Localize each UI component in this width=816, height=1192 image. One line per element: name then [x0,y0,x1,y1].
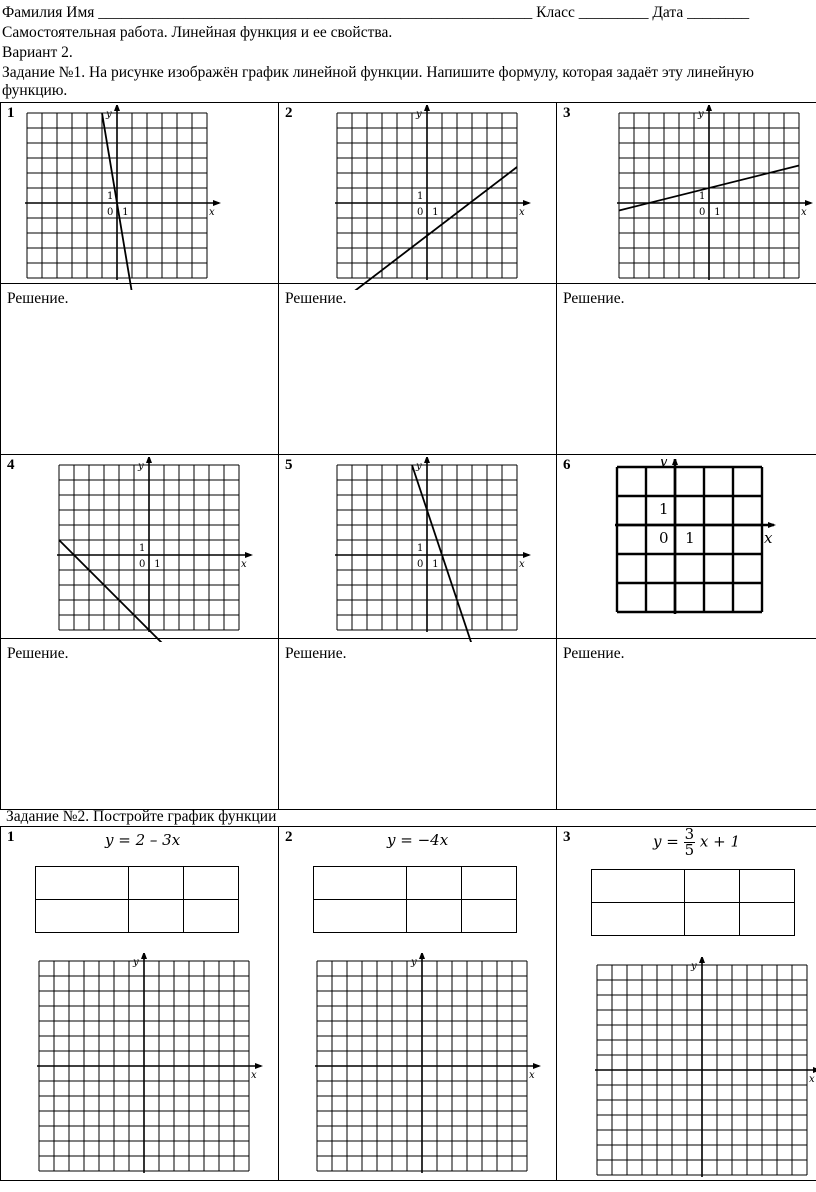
task2-statement: Задание №2. Постройте график функции [6,808,276,826]
graph-cell-4 [1,455,279,639]
y-axis-label: y [137,461,144,472]
values-cell[interactable] [184,867,239,900]
formula-y: y = [653,833,679,851]
values-cell[interactable] [314,900,407,933]
solution-cell-5[interactable] [279,639,557,810]
x-axis-arrow [805,200,813,206]
coordinate-grid [615,105,816,290]
graph-6 [613,459,788,629]
values-cell[interactable] [592,870,685,903]
values-cell[interactable] [462,867,517,900]
values-cell[interactable] [314,867,407,900]
coordinate-grid [35,953,275,1183]
y-axis-label: y [415,109,422,120]
origin-label: 0 [699,207,705,218]
graph-cell-2 [279,103,557,284]
x-unit-label: 1 [714,207,720,218]
cell-number: 5 [285,457,293,474]
x-unit-label: 1 [122,207,128,218]
y-axis-label: y [410,957,417,968]
cell-number: 2 [285,105,293,122]
values-cell[interactable] [184,900,239,933]
coordinate-grid [313,953,553,1183]
y-unit-label: 1 [107,191,113,202]
graph-cell-1 [1,103,279,284]
coordinate-grid [333,457,543,642]
values-table[interactable] [35,866,239,933]
x-axis-arrow [255,1063,263,1069]
values-cell[interactable] [129,900,184,933]
y-axis-arrow [114,105,120,111]
fraction-numerator: 3 [684,827,696,843]
solution-cell-6[interactable] [557,639,816,810]
task2-cell-1 [1,827,279,1181]
solution-cell-2[interactable] [279,284,557,455]
origin-label: 0 [139,559,145,570]
y-unit-label: 1 [417,191,423,202]
values-cell[interactable] [129,867,184,900]
values-cell[interactable] [740,870,795,903]
solution-label: Решение. [285,645,346,663]
x-axis-arrow [245,552,253,558]
origin-label: 0 [417,559,423,570]
cell-number: 3 [563,829,571,846]
values-cell[interactable] [407,867,462,900]
x-axis-label: x [241,559,247,570]
y-axis-label: y [697,109,704,120]
values-cell[interactable] [592,903,685,936]
coordinate-grid [23,105,233,290]
function-formula: y = 2 – 3x [105,831,180,849]
x-axis-label: x [764,529,773,547]
coordinate-grid [55,457,265,642]
x-axis-arrow [523,552,531,558]
values-cell[interactable] [685,903,740,936]
task2-cell-2 [279,827,557,1181]
blank-grid-1[interactable] [35,953,275,1188]
x-unit-label: 1 [432,559,438,570]
variant-label: Вариант 2. [2,44,73,62]
x-axis-label: x [209,207,215,218]
values-cell[interactable] [685,870,740,903]
blank-grid-3[interactable] [593,957,816,1192]
graph-3 [615,105,816,295]
cell-number: 4 [7,457,15,474]
work-title: Самостоятельная работа. Линейная функция и ее свойства. [2,24,392,42]
y-unit-label: 1 [659,500,669,518]
y-axis-arrow [146,457,152,463]
x-axis-label: x [519,559,525,570]
formula-rest: x + 1 [700,833,740,851]
values-table[interactable] [313,866,517,933]
y-axis-arrow [672,459,678,465]
y-axis-label: y [690,961,697,972]
x-axis-label: x [519,207,525,218]
values-cell[interactable] [740,903,795,936]
x-axis-label: x [251,1070,257,1081]
y-axis-arrow [424,105,430,111]
function-formula [653,827,740,858]
cell-number: 1 [7,829,15,846]
values-cell[interactable] [36,900,129,933]
solution-label: Решение. [563,290,624,308]
task1-statement: Задание №1. На рисунке изображён график линейной функции. Напишите формулу, которая задаёт эту линейную функцию. [2,64,810,100]
solution-cell-4[interactable] [1,639,279,810]
y-axis-arrow [699,957,705,963]
solution-label: Решение. [563,645,624,663]
task1-table [0,102,816,810]
y-axis-arrow [424,457,430,463]
fraction-denominator: 5 [684,843,696,858]
graph-2 [333,105,543,295]
values-cell[interactable] [407,900,462,933]
cell-number: 3 [563,105,571,122]
x-axis-arrow [768,522,776,528]
solution-cell-3[interactable] [557,284,816,455]
y-axis-label: y [415,461,422,472]
name-class-date-line: Фамилия Имя ________________________________________________________ Класс _________ Дата ________ [2,4,749,22]
y-axis-label: y [105,109,112,120]
origin-label: 0 [659,529,669,547]
x-axis-label: x [801,207,807,218]
coordinate-grid [593,957,816,1187]
origin-label: 0 [417,207,423,218]
y-axis-label: y [658,459,668,469]
x-axis-label: x [529,1070,535,1081]
x-unit-label: 1 [685,529,695,547]
graph-cell-3 [557,103,816,284]
function-graph-line [352,167,517,290]
origin-label: 0 [107,207,113,218]
blank-grid-2[interactable] [313,953,553,1188]
task2-cell-3 [557,827,816,1181]
task2-table [0,826,816,1181]
coordinate-grid [333,105,543,290]
x-axis-label: x [809,1074,815,1085]
values-cell[interactable] [36,867,129,900]
graph-4 [55,457,265,647]
solution-label: Решение. [7,290,68,308]
y-unit-label: 1 [699,191,705,202]
graph-cell-5 [279,455,557,639]
x-unit-label: 1 [154,559,160,570]
y-axis-arrow [706,105,712,111]
y-axis-label: y [132,957,139,968]
values-cell[interactable] [462,900,517,933]
solution-cell-1[interactable] [1,284,279,455]
y-axis-arrow [419,953,425,959]
values-table[interactable] [591,869,795,936]
y-unit-label: 1 [139,543,145,554]
graph-5 [333,457,543,647]
x-unit-label: 1 [432,207,438,218]
coordinate-grid [613,459,788,624]
x-axis-arrow [523,200,531,206]
cell-number: 2 [285,829,293,846]
x-axis-arrow [213,200,221,206]
graph-1 [23,105,233,295]
solution-label: Решение. [7,645,68,663]
graph-cell-6 [557,455,816,639]
function-formula: y = −4x [387,831,448,849]
x-axis-arrow [533,1063,541,1069]
cell-number: 1 [7,105,15,122]
fraction [684,827,696,858]
solution-label: Решение. [285,290,346,308]
cell-number: 6 [563,457,571,474]
y-unit-label: 1 [417,543,423,554]
y-axis-arrow [141,953,147,959]
